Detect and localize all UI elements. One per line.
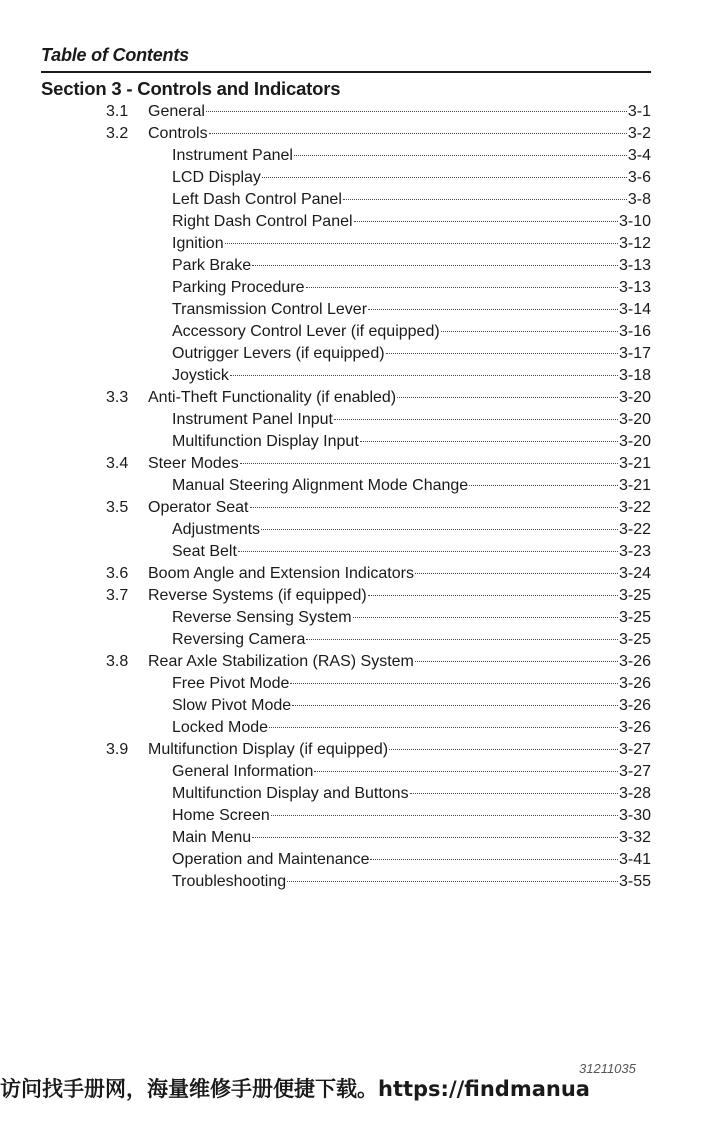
toc-entry-page: 3-18 xyxy=(618,367,651,384)
toc-entry-page: 3-4 xyxy=(627,147,651,164)
toc-entry-line xyxy=(172,673,651,695)
dot-leader xyxy=(252,836,618,838)
toc-entry-page: 3-20 xyxy=(618,433,651,450)
toc-entry-line xyxy=(172,343,651,365)
toc-entry-line xyxy=(172,871,651,893)
toc-entry-title: Park Brake xyxy=(172,257,252,274)
toc-entry-page: 3-32 xyxy=(618,829,651,846)
footer-watermark: 访问找手册网，海量维修手册便捷下载。https://findmanua xyxy=(0,1077,590,1101)
dot-leader xyxy=(271,814,618,816)
dot-leader xyxy=(370,858,618,860)
toc-entry[interactable] xyxy=(0,431,725,453)
toc-entry-page: 3-21 xyxy=(618,477,651,494)
toc-entry-title: General Information xyxy=(172,763,314,780)
toc-entry-title: LCD Display xyxy=(172,169,261,186)
toc-entry-title: Main Menu xyxy=(172,829,252,846)
toc-entry[interactable] xyxy=(0,827,725,849)
toc-entry-line xyxy=(172,717,651,739)
toc-entry-title: Multifunction Display (if equipped) xyxy=(148,741,389,758)
dot-leader xyxy=(290,682,618,684)
toc-entry-line xyxy=(172,849,651,871)
toc-entry-title: Reversing Camera xyxy=(172,631,306,648)
toc-entry[interactable] xyxy=(0,409,725,431)
toc-entry-number: 3.6 xyxy=(106,565,129,582)
toc-entry[interactable] xyxy=(0,585,725,607)
toc-entry-line xyxy=(172,145,651,167)
toc-entry-line xyxy=(172,431,651,453)
toc-entry-page: 3-13 xyxy=(618,279,651,296)
toc-entry-number: 3.2 xyxy=(106,125,129,142)
dot-leader xyxy=(206,110,627,112)
toc-entry[interactable] xyxy=(0,629,725,651)
toc-entry-line xyxy=(148,101,651,123)
toc-entry-page: 3-10 xyxy=(618,213,651,230)
toc-entry-title: Slow Pivot Mode xyxy=(172,697,292,714)
toc-entry-title: Locked Mode xyxy=(172,719,269,736)
dot-leader xyxy=(294,154,627,156)
dot-leader xyxy=(389,748,618,750)
toc-entry[interactable] xyxy=(0,255,725,277)
toc-entry-line xyxy=(172,805,651,827)
toc-entry-page: 3-8 xyxy=(627,191,651,208)
toc-entry-line xyxy=(172,827,651,849)
toc-entry[interactable] xyxy=(0,145,725,167)
toc-entry-page: 3-14 xyxy=(618,301,651,318)
toc-entry-page: 3-26 xyxy=(618,697,651,714)
toc-entry[interactable] xyxy=(0,321,725,343)
toc-entry-page: 3-30 xyxy=(618,807,651,824)
dot-leader xyxy=(269,726,618,728)
toc-entry[interactable] xyxy=(0,739,725,761)
toc-entry-title: Left Dash Control Panel xyxy=(172,191,342,208)
toc-entry-line xyxy=(172,321,651,343)
toc-entry-line xyxy=(172,783,651,805)
dot-leader xyxy=(238,550,618,552)
toc-entry-line xyxy=(172,167,651,189)
toc-entry-line xyxy=(172,255,651,277)
toc-entry-title: Operation and Maintenance xyxy=(172,851,370,868)
toc-entry[interactable] xyxy=(0,717,725,739)
toc-entry-line xyxy=(172,519,651,541)
toc-entry-line xyxy=(148,739,651,761)
toc-entry-line xyxy=(148,387,651,409)
toc-entry-title: Joystick xyxy=(172,367,229,384)
toc-entry-page: 3-26 xyxy=(618,675,651,692)
dot-leader xyxy=(354,220,618,222)
toc-entry-page: 3-26 xyxy=(618,653,651,670)
toc-entry-page: 3-25 xyxy=(618,609,651,626)
toc-entry-title: Multifunction Display Input xyxy=(172,433,359,450)
toc-entry-page: 3-20 xyxy=(618,411,651,428)
toc-entry-line xyxy=(148,651,651,673)
toc-entry-title: Parking Procedure xyxy=(172,279,305,296)
toc-entry[interactable] xyxy=(0,563,725,585)
dot-leader xyxy=(415,660,618,662)
toc-entry-title: Adjustments xyxy=(172,521,261,538)
toc-entry-title: Outrigger Levers (if equipped) xyxy=(172,345,385,362)
toc-entry-page: 3-25 xyxy=(618,587,651,604)
toc-entry-line xyxy=(172,475,651,497)
toc-entry-title: Boom Angle and Extension Indicators xyxy=(148,565,414,582)
toc-entry-page: 3-25 xyxy=(618,631,651,648)
toc-entry[interactable] xyxy=(0,365,725,387)
toc-entry-title: Operator Seat xyxy=(148,499,249,516)
toc-entry-number: 3.7 xyxy=(106,587,129,604)
toc-entry-title: Steer Modes xyxy=(148,455,239,472)
toc-entry[interactable] xyxy=(0,343,725,365)
dot-leader xyxy=(225,242,618,244)
dot-leader xyxy=(343,198,627,200)
dot-leader xyxy=(250,506,618,508)
toc-entry-title: Ignition xyxy=(172,235,224,252)
toc-entry-line xyxy=(172,629,651,651)
toc-entry-line xyxy=(148,453,651,475)
toc-entry-line xyxy=(172,409,651,431)
toc-entry-page: 3-22 xyxy=(618,499,651,516)
toc-entry[interactable] xyxy=(0,783,725,805)
toc-entry[interactable] xyxy=(0,805,725,827)
toc-entry-line xyxy=(172,233,651,255)
toc-entry-page: 3-21 xyxy=(618,455,651,472)
toc-entry-title: Home Screen xyxy=(172,807,270,824)
toc-entry-page: 3-27 xyxy=(618,741,651,758)
toc-entry-number: 3.5 xyxy=(106,499,129,516)
toc-entry-title: Free Pivot Mode xyxy=(172,675,290,692)
toc-entry-title: Rear Axle Stabilization (RAS) System xyxy=(148,653,414,670)
dot-leader xyxy=(410,792,618,794)
toc-entry-page: 3-17 xyxy=(618,345,651,362)
toc-entry[interactable] xyxy=(0,123,725,145)
toc-entry-title: Transmission Control Lever xyxy=(172,301,368,318)
toc-entry-line xyxy=(172,277,651,299)
toc-entry-page: 3-26 xyxy=(618,719,651,736)
toc-entry-title: Troubleshooting xyxy=(172,873,287,890)
toc-header-title: Table of Contents xyxy=(41,45,189,65)
toc-entry-page: 3-22 xyxy=(618,521,651,538)
toc-entry-title: General xyxy=(148,103,205,120)
toc-entry-page: 3-16 xyxy=(618,323,651,340)
toc-entry[interactable] xyxy=(0,167,725,189)
toc-entry-line xyxy=(172,541,651,563)
toc-entry-page: 3-55 xyxy=(618,873,651,890)
dot-leader xyxy=(314,770,618,772)
toc-entry[interactable] xyxy=(0,101,725,123)
toc-entry-number: 3.9 xyxy=(106,741,129,758)
toc-entry[interactable] xyxy=(0,519,725,541)
dot-leader xyxy=(368,308,618,310)
dot-leader xyxy=(306,286,618,288)
toc-entry-line xyxy=(148,123,651,145)
dot-leader xyxy=(261,528,618,530)
footer-code: 31211035 xyxy=(579,1061,636,1076)
toc-entry[interactable] xyxy=(0,761,725,783)
toc-entry[interactable] xyxy=(0,211,725,233)
toc-entry-page: 3-23 xyxy=(618,543,651,560)
dot-leader xyxy=(292,704,618,706)
toc-entry-page: 3-20 xyxy=(618,389,651,406)
toc-entry-line xyxy=(148,497,651,519)
toc-entry-title: Instrument Panel xyxy=(172,147,293,164)
toc-entry[interactable] xyxy=(0,673,725,695)
toc-entry-number: 3.3 xyxy=(106,389,129,406)
dot-leader xyxy=(469,484,618,486)
toc-entry-number: 3.1 xyxy=(106,103,129,120)
toc-entry-line xyxy=(172,761,651,783)
toc-entry-title: Controls xyxy=(148,125,208,142)
toc-entry[interactable] xyxy=(0,607,725,629)
toc-entry-number: 3.4 xyxy=(106,455,129,472)
toc-entry[interactable] xyxy=(0,849,725,871)
toc-entry[interactable] xyxy=(0,387,725,409)
toc-entry-title: Accessory Control Lever (if equipped) xyxy=(172,323,440,340)
toc-entry[interactable] xyxy=(0,651,725,673)
dot-leader xyxy=(209,132,627,134)
toc-entry-page: 3-27 xyxy=(618,763,651,780)
toc-entry[interactable] xyxy=(0,453,725,475)
dot-leader xyxy=(230,374,618,376)
toc-entry-line xyxy=(172,607,651,629)
dot-leader xyxy=(306,638,618,640)
toc-entry[interactable] xyxy=(0,695,725,717)
toc-entry-page: 3-2 xyxy=(627,125,651,142)
toc-entry-number: 3.8 xyxy=(106,653,129,670)
toc-entry-line xyxy=(172,211,651,233)
dot-leader xyxy=(360,440,618,442)
dot-leader xyxy=(240,462,618,464)
toc-entry-title: Anti-Theft Functionality (if enabled) xyxy=(148,389,397,406)
dot-leader xyxy=(353,616,618,618)
toc-entry[interactable] xyxy=(0,541,725,563)
dot-leader xyxy=(368,594,618,596)
dot-leader xyxy=(415,572,618,574)
toc-entry[interactable] xyxy=(0,277,725,299)
toc-entry-page: 3-6 xyxy=(627,169,651,186)
toc-entry-line xyxy=(172,299,651,321)
toc-entry-page: 3-13 xyxy=(618,257,651,274)
toc-entry[interactable] xyxy=(0,475,725,497)
toc-entry-page: 3-24 xyxy=(618,565,651,582)
toc-entry[interactable] xyxy=(0,299,725,321)
dot-leader xyxy=(386,352,618,354)
toc-entry[interactable] xyxy=(0,497,725,519)
dot-leader xyxy=(334,418,618,420)
toc-entry-page: 3-28 xyxy=(618,785,651,802)
toc-entry-line xyxy=(148,585,651,607)
toc-entry-title: Instrument Panel Input xyxy=(172,411,333,428)
toc-entry-line xyxy=(148,563,651,585)
toc-entry-title: Right Dash Control Panel xyxy=(172,213,353,230)
toc-entry[interactable] xyxy=(0,189,725,211)
toc-entry[interactable] xyxy=(0,871,725,893)
header-rule xyxy=(41,71,651,73)
toc-entry-title: Seat Belt xyxy=(172,543,237,560)
toc-entry-line xyxy=(172,365,651,387)
toc-entry-line xyxy=(172,189,651,211)
toc-entry-page: 3-1 xyxy=(627,103,651,120)
toc-entry-title: Reverse Sensing System xyxy=(172,609,352,626)
dot-leader xyxy=(252,264,618,266)
toc-entry-line xyxy=(172,695,651,717)
dot-leader xyxy=(397,396,618,398)
toc-entry-title: Reverse Systems (if equipped) xyxy=(148,587,367,604)
dot-leader xyxy=(262,176,627,178)
dot-leader xyxy=(287,880,618,882)
section-title: Section 3 - Controls and Indicators xyxy=(41,78,341,99)
dot-leader xyxy=(441,330,618,332)
toc-entry-title: Multifunction Display and Buttons xyxy=(172,785,409,802)
toc-entry-page: 3-12 xyxy=(618,235,651,252)
toc-entry-title: Manual Steering Alignment Mode Change xyxy=(172,477,469,494)
toc-entry-page: 3-41 xyxy=(618,851,651,868)
toc-entry[interactable] xyxy=(0,233,725,255)
